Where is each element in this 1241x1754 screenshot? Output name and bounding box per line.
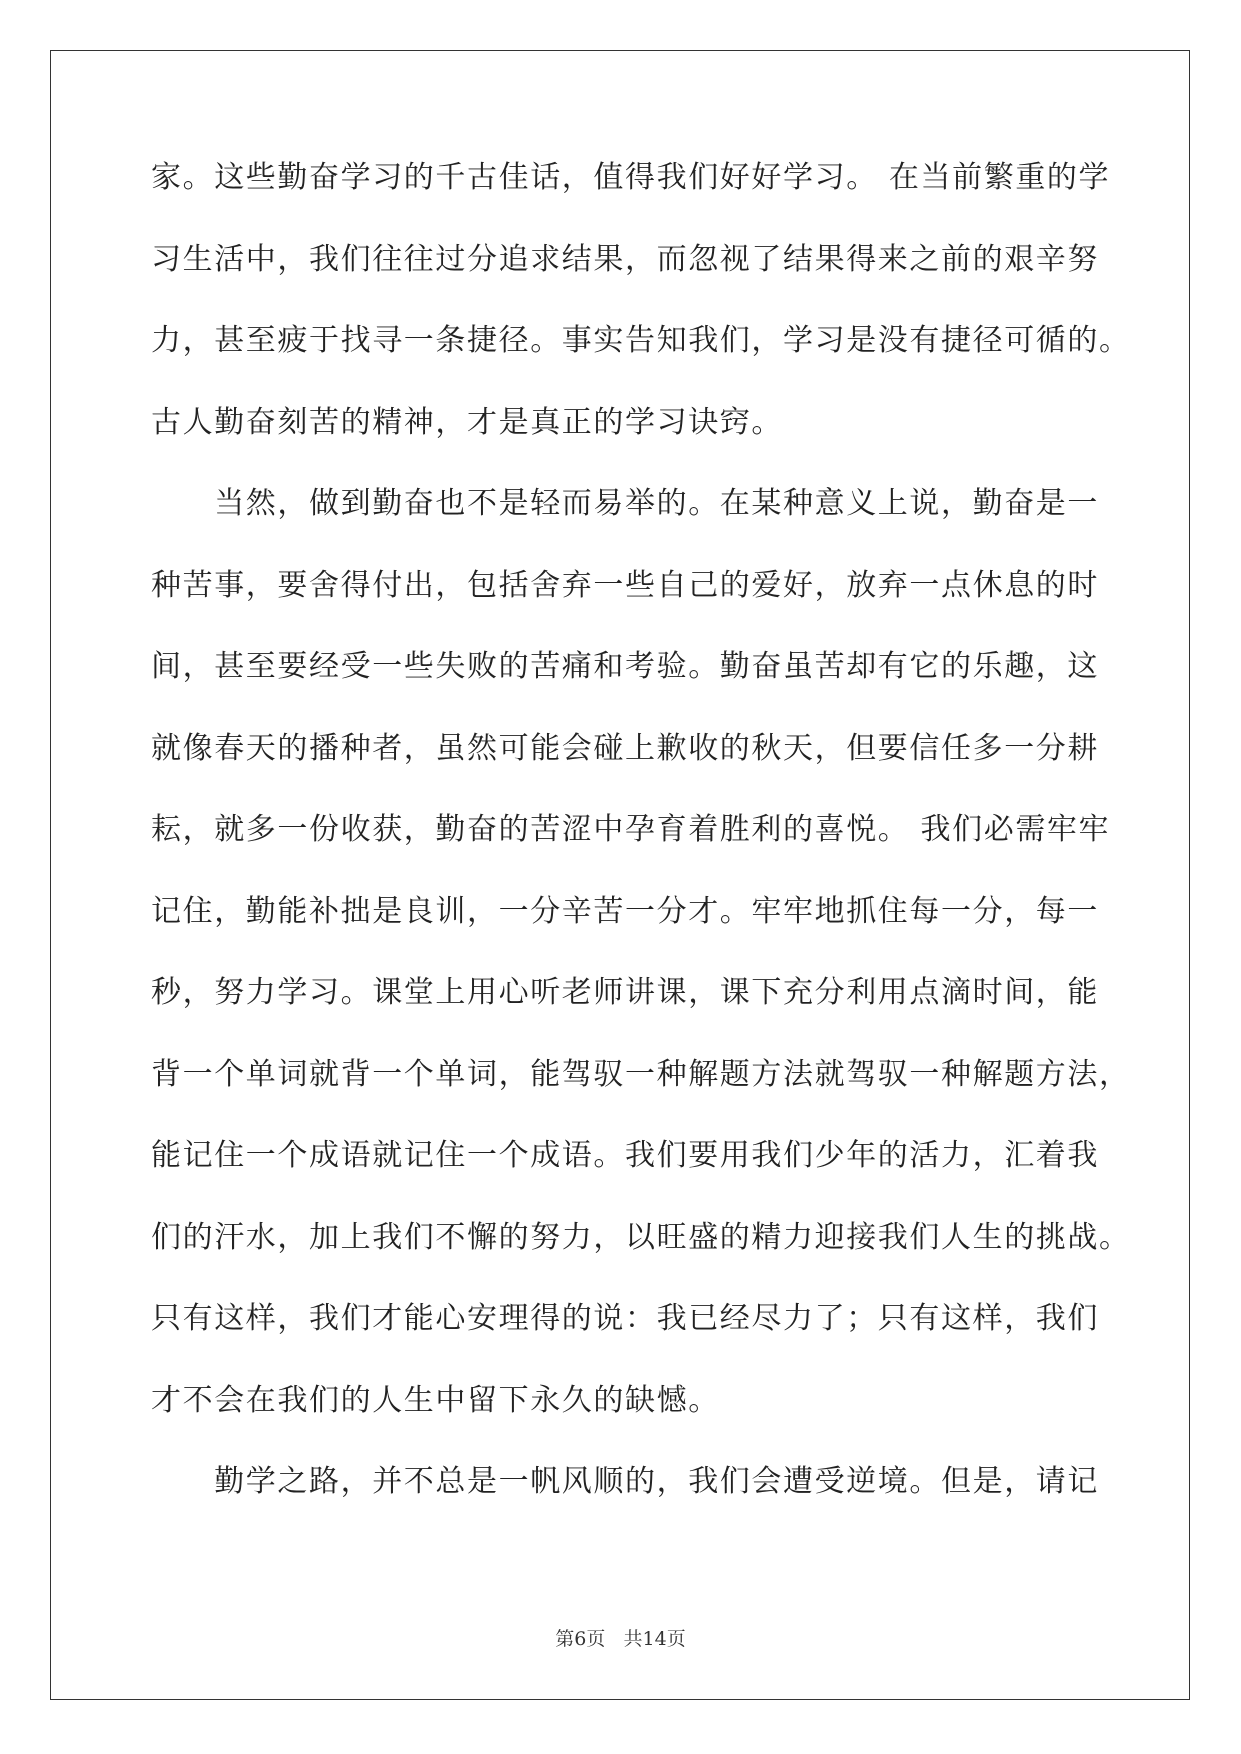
text-line: 耘，就多一份收获，勤奋的苦涩中孕育着胜利的喜悦。 我们必需牢牢 bbox=[151, 812, 1111, 847]
text-line: 力，甚至疲于找寻一条捷径。事实告知我们，学习是没有捷径可循的。 bbox=[151, 323, 1131, 358]
text-line: 记住，勤能补拙是良训，一分辛苦一分才。牢牢地抓住每一分，每一 bbox=[151, 893, 1099, 929]
text-line: 只有这样，我们才能心安理得的说：我已经尽力了；只有这样，我们 bbox=[151, 1301, 1099, 1336]
text-line: 间，甚至要经受一些失败的苦痛和考验。勤奋虽苦却有它的乐趣，这 bbox=[151, 649, 1099, 684]
text-line: 能记住一个成语就记住一个成语。我们要用我们少年的活力，汇着我 bbox=[151, 1138, 1099, 1173]
text-line: 习生活中，我们往往过分追求结果，而忽视了结果得来之前的艰辛努 bbox=[151, 241, 1099, 277]
page-total: 共14页 bbox=[623, 1628, 686, 1650]
paragraph-start-line: 勤学之路，并不总是一帆风顺的，我们会遭受逆境。但是，请记 bbox=[151, 1464, 1099, 1499]
text-line: 背一个单词就背一个单词，能驾驭一种解题方法就驾驭一种解题方法， bbox=[151, 1056, 1131, 1092]
text-line: 家。这些勤奋学习的千古佳话，值得我们好好学习。 在当前繁重的学 bbox=[151, 160, 1111, 195]
text-line: 古人勤奋刻苦的精神，才是真正的学习诀窍。 bbox=[151, 404, 783, 440]
text-line: 才不会在我们的人生中留下永久的缺憾。 bbox=[151, 1382, 720, 1418]
page-footer bbox=[0, 1624, 1241, 1651]
text-line: 种苦事，要舍得付出，包括舍弃一些自己的爱好，放弃一点休息的时 bbox=[151, 567, 1099, 603]
text-line: 秒，努力学习。课堂上用心听老师讲课，课下充分利用点滴时间，能 bbox=[151, 975, 1099, 1010]
text-line: 们的汗水，加上我们不懈的努力，以旺盛的精力迎接我们人生的挑战。 bbox=[151, 1219, 1131, 1255]
text-line: 就像春天的播种者，虽然可能会碰上歉收的秋天，但要信任多一分耕 bbox=[151, 730, 1099, 766]
body-text bbox=[151, 159, 1131, 1545]
page-number: 第6页 bbox=[555, 1628, 606, 1650]
paragraph-start-line: 当然，做到勤奋也不是轻而易举的。在某种意义上说，勤奋是一 bbox=[151, 486, 1099, 521]
